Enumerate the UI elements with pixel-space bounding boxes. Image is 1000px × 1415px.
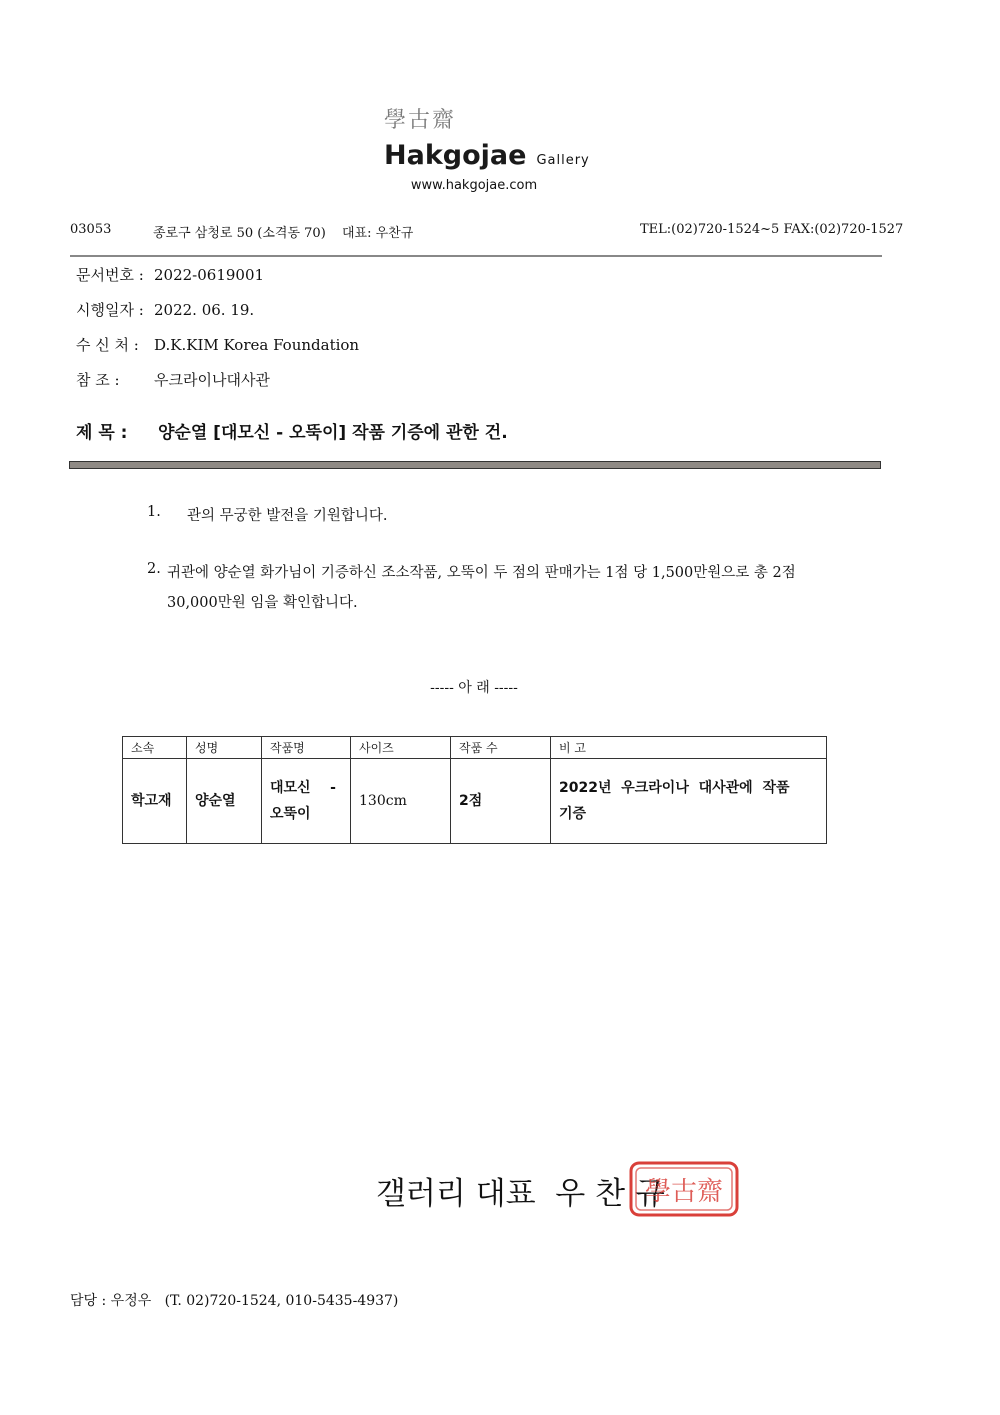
- seal-text: 學古齋: [644, 1177, 724, 1207]
- cell-name: 양순열: [187, 759, 262, 844]
- center-mark: ----- 아 래 -----: [430, 680, 518, 696]
- cell-size: 130cm: [351, 759, 451, 844]
- cell-title: [262, 759, 351, 844]
- cell-note: [551, 759, 827, 844]
- artwork-table: [122, 736, 827, 844]
- header-affiliation: 소속: [123, 737, 187, 759]
- header-name: 성명: [187, 737, 262, 759]
- cell-count: 2점: [451, 759, 551, 844]
- item1-number: 1.: [147, 504, 161, 520]
- representative: 대표: 우찬규: [342, 226, 414, 241]
- item2-line1: 귀관에 양순열 화가님이 기증하신 조소작품, 오뚝이 두 점의 판매가는 1점 당 1,500만원으로 총 2점: [167, 565, 796, 581]
- header-size: 사이즈: [351, 737, 451, 759]
- postal-code: 03053: [70, 222, 112, 237]
- recipient: [76, 334, 359, 355]
- subject-divider: [69, 461, 881, 469]
- logo: [384, 140, 590, 171]
- doc-number-value: 2022-0619001: [154, 266, 265, 284]
- reference-label: 참 조 :: [76, 371, 120, 389]
- logo-sub: Gallery: [536, 153, 590, 168]
- table-row: [123, 759, 827, 844]
- issue-date-label: 시행일자 :: [76, 301, 144, 319]
- subject-label: 제 목 :: [76, 423, 128, 443]
- recipient-label: 수 신 처 :: [76, 336, 139, 354]
- header-count: 작품 수: [451, 737, 551, 759]
- table-header-row: [123, 737, 827, 759]
- cell-note-line1: 2022년 우크라이나 대사관에 작품: [559, 780, 790, 796]
- header-divider: [70, 255, 882, 257]
- subject-text: 양순열 [대모신 - 오뚝이] 작품 기증에 관한 건.: [158, 423, 508, 443]
- address: 종로구 삼청로 50 (소격동 70): [153, 226, 326, 241]
- item1-text: 관의 무궁한 발전을 기원합니다.: [187, 508, 388, 524]
- doc-number: [76, 264, 264, 285]
- website: www.hakgojae.com: [410, 178, 538, 193]
- subject: [76, 418, 508, 443]
- item2-line2: 30,000만원 임을 확인합니다.: [167, 595, 358, 611]
- contact-info: 담당 : 우정우 (T. 02)720-1524, 010-5435-4937): [70, 1293, 399, 1309]
- signature: 갤러리 대표 우 찬 규: [376, 1176, 665, 1212]
- logo-name: Hakgojae: [384, 140, 527, 171]
- doc-number-label: 문서번호 :: [76, 266, 144, 284]
- reference: [76, 369, 270, 390]
- logo-hanja: 學古齋: [383, 108, 456, 133]
- tel-fax: TEL:(02)720-1524~5 FAX:(02)720-1527: [640, 222, 904, 237]
- seal-stamp: [628, 1160, 740, 1218]
- issue-date-value: 2022. 06. 19.: [154, 301, 255, 319]
- cell-note-line2: 기증: [559, 806, 587, 822]
- cell-title-line1: 대모신 -: [270, 780, 336, 796]
- recipient-value: D.K.KIM Korea Foundation: [154, 336, 360, 354]
- item2-number: 2.: [147, 561, 161, 577]
- cell-title-line2: 오뚝이: [270, 806, 311, 822]
- header-title: 작품명: [262, 737, 351, 759]
- issue-date: [76, 299, 254, 320]
- reference-value: 우크라이나대사관: [154, 371, 270, 389]
- header-note: 비 고: [551, 737, 827, 759]
- cell-affiliation: 학고재: [123, 759, 187, 844]
